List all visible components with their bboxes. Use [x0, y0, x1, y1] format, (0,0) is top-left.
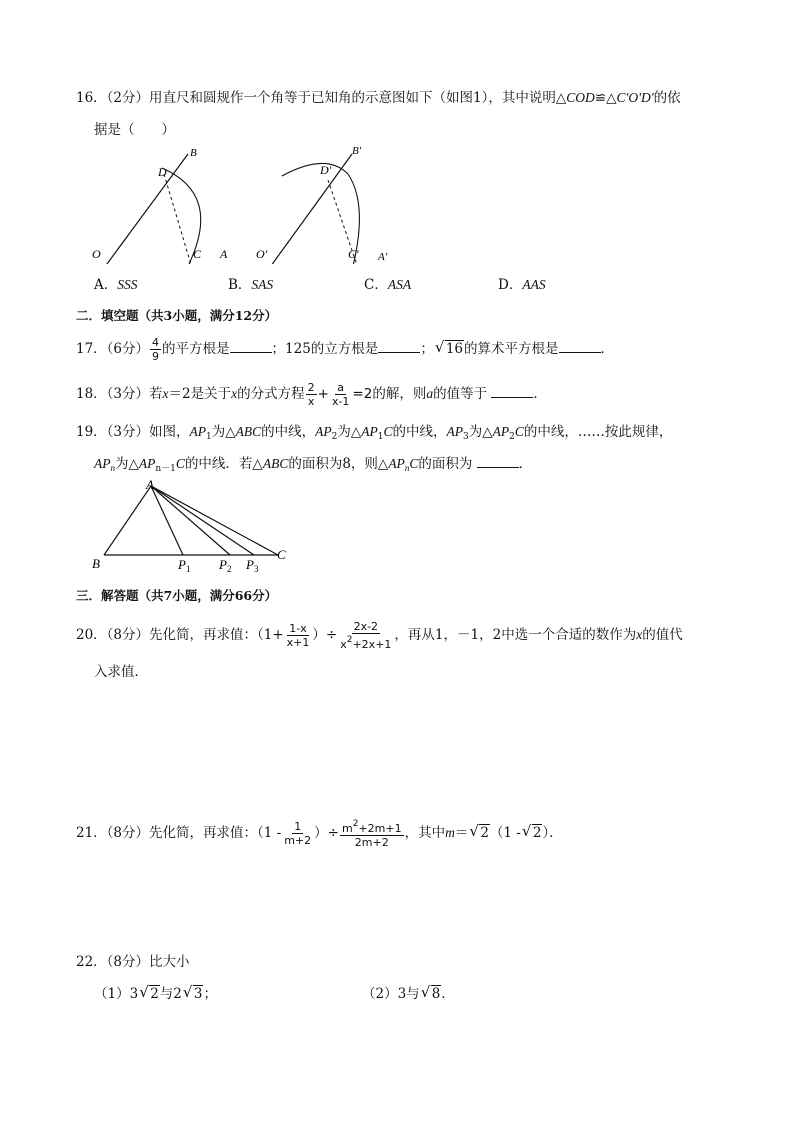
q22-part1: （1）3 √ 2与2 √ 3； — [94, 983, 217, 1002]
q17-radical: √ 16 — [434, 338, 463, 357]
q20-fraction-2: $\frac{2x-2}{x^2+2x+1}$ — [340, 620, 392, 651]
q22-radical-2: √ 3 — [182, 983, 203, 1002]
fig2-label-a: A' — [378, 251, 388, 263]
q19-line1: 19．（3分）如图，$AP_1$为△ABC的中线，$AP_2$为$\triangle AP_1C$的中线，$AP_3$为$\triangle AP_2C$的中线，……按此规律， — [76, 424, 673, 442]
fig1-label-d: D — [158, 165, 167, 179]
fig2-label-c: C' — [348, 247, 359, 261]
q22-radical-3: √ 8 — [420, 983, 441, 1002]
q21-fraction-2: $\frac{m^2+2m+1}{2m+2}$ — [341, 819, 402, 849]
q16-line1: 16．（2分）用直尺和圆规作一个角等于已知角的示意图如下（如图1），其中说明△COD≌△C'O'D'的依 — [76, 90, 681, 106]
q21: 21．（8分）先化简，再求值：（1 - $\frac{1}{m+2}$ ）÷ $\frac{m^2+2m+1}{2m+2}$ ，其中m＝ √ 2（1 - √ 2）． — [76, 819, 563, 849]
q20-line1: 20．（8分）先化简，再求值：（1+ $\frac{1-x}{x+1}$ ）÷ $\frac{2x-2}{x^2+2x+1}$ ，再从1，－1，2中选一个合适的数作为x的值代 — [76, 620, 683, 651]
fig1-label-b: B — [190, 147, 197, 159]
section-3-title: 三．解答题（共7小题，满分66分） — [76, 588, 278, 603]
q20-fraction-1: $\frac{1-x}{x+1}$ — [286, 622, 310, 649]
q19-figure — [88, 478, 298, 573]
q18-fraction-2: $\frac{a}{x-1}$ — [331, 381, 350, 408]
q17: 17．（6分） $\frac{4}{9}$ 的平方根是 ；125的立方根是 ； √ 16的算术平方根是 ． — [76, 336, 614, 363]
q19-fig-label-b: B — [92, 556, 100, 571]
q16-figure-1 — [92, 144, 252, 264]
q18: 18．（3分）若x＝2是关于x的分式方程 $\frac{2}{x}$ + $\frac{a}{x-1}$ =2的解，则a的值等于 ． — [76, 381, 547, 408]
fig1-label-o: O — [92, 247, 101, 261]
q21-fraction-1: $\frac{1}{m+2}$ — [284, 820, 312, 847]
fig2-label-d: D' — [320, 163, 332, 177]
section-2-title: 二．填空题（共3小题，满分12分） — [76, 308, 278, 323]
q17-fraction: $\frac{4}{9}$ — [152, 336, 160, 363]
q17-blank-1[interactable] — [230, 340, 272, 353]
q19-fig-label-p2: $P_2$ — [219, 557, 232, 573]
q19-blank[interactable] — [477, 455, 519, 468]
fig1-label-c: C — [193, 247, 202, 261]
q17-blank-3[interactable] — [559, 340, 601, 353]
fig1-label-a: A — [220, 247, 228, 261]
q19-line2: $AP_n$为$\triangle AP_{n-1}C$的中线．若△ABC的面积为8，则$\triangle AP_nC$的面积为 ． — [94, 456, 533, 474]
fig2-label-b: B' — [352, 145, 362, 157]
q21-radical-1: √ 2 — [469, 822, 489, 841]
q20-line2: 入求值． — [94, 664, 148, 680]
q22-radical-1: √ 2 — [139, 983, 159, 1002]
q18-blank[interactable] — [491, 385, 533, 398]
q19-fig-label-p1: $P_1$ — [178, 557, 191, 573]
q22-part2: （2）3与 √ 8． — [362, 983, 455, 1002]
q21-radical-2: √ 2 — [521, 822, 542, 841]
q16-option-d[interactable]: D．AAS — [498, 277, 546, 293]
fig2-label-o: O' — [256, 247, 268, 261]
q19-fig-label-p3: $P_3$ — [246, 557, 259, 573]
q22-line1: 22．（8分）比大小 — [76, 954, 190, 970]
q16-line2: 据是（ ） — [94, 122, 175, 138]
q16-option-a[interactable]: A．SSS — [94, 277, 138, 293]
q16-option-b[interactable]: B．SAS — [228, 277, 274, 293]
q16-option-c[interactable]: C．ASA — [364, 277, 412, 293]
q16-figure-2 — [248, 144, 408, 264]
q18-fraction-1: $\frac{2}{x}$ — [307, 381, 315, 408]
q19-fig-label-a: A — [146, 478, 154, 492]
q17-blank-2[interactable] — [378, 340, 420, 353]
q19-fig-label-c: C — [277, 547, 286, 562]
